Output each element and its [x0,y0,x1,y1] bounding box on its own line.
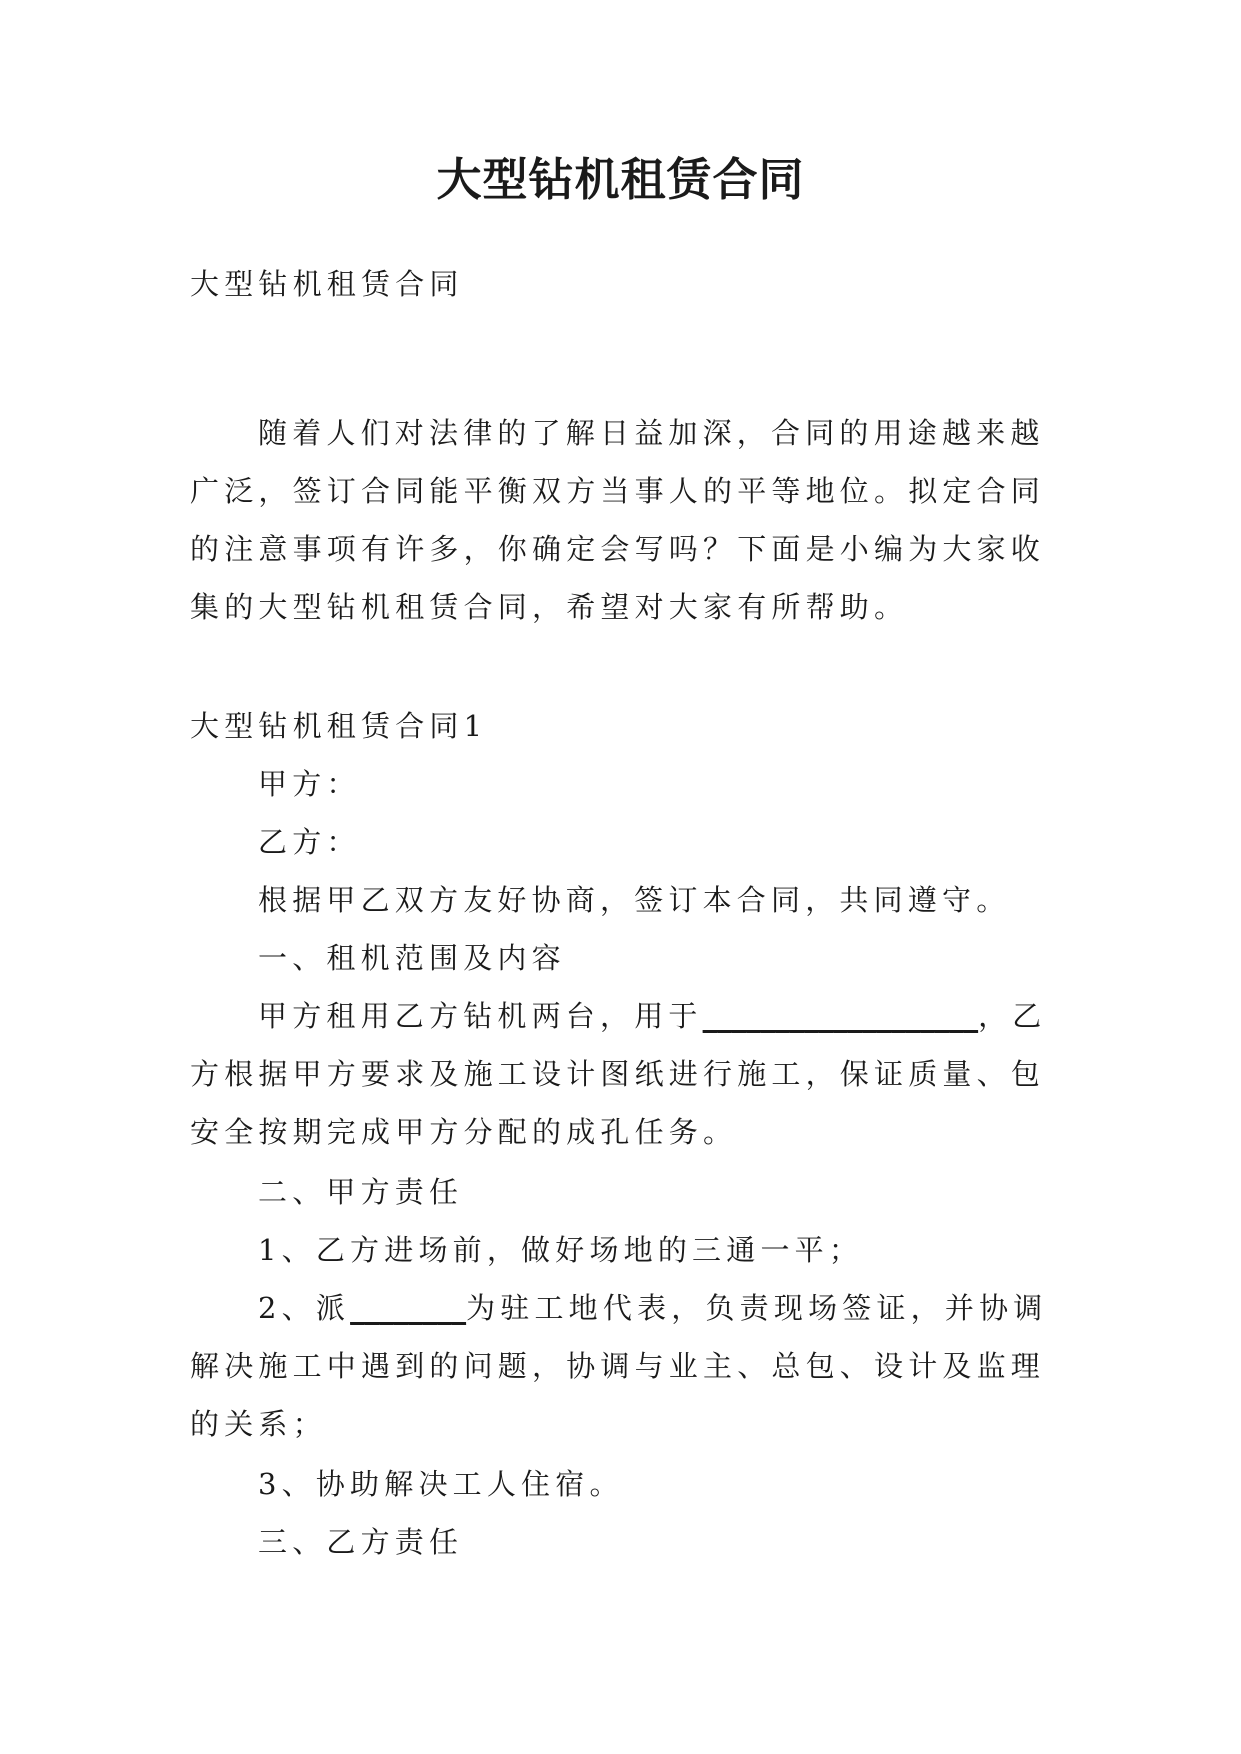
clause-1-blank-field: ___________________ [702,999,979,1033]
document-title: 大型钻机租赁合同 [436,153,805,206]
clause-2-item-2-text-start: 2、派 [258,1291,351,1325]
document-subtitle: 大型钻机租赁合同 [190,267,464,301]
clause-1-text-start: 甲方租用乙方钻机两台，用于 [258,999,703,1033]
clause-1-paragraph [190,987,1052,1161]
clause-2-item-2 [190,1279,1052,1453]
clause-2-item-3: 3、协助解决工人住宿。 [258,1467,624,1501]
clause-2-item-2-text-end: 为驻工地代表，负责现场签证，并协调解决施工中遇到的问题，协调与业主、总包、设计及监理的关系； [190,1291,1048,1441]
intro-paragraph: 随着人们对法律的了解日益加深，合同的用途越来越广泛，签订合同能平衡双方当事人的平等地位。拟定合同的注意事项有许多，你确定会写吗？下面是小编为大家收集的大型钻机租赁合同，希望对大家有所帮助。 [190,416,1046,624]
clause-1-heading: 一、租机范围及内容 [258,941,566,975]
clause-2-item-2-blank-field: ________ [350,1291,467,1325]
agreement-line: 根据甲乙双方友好协商，签订本合同，共同遵守。 [258,883,1011,917]
party-a-line: 甲方： [258,767,361,801]
clause-3-heading: 三、乙方责任 [258,1525,464,1559]
clause-1-text-end: ，乙方根据甲方要求及施工设计图纸进行施工，保证质量、包安全按期完成甲方分配的成孔任务。 [190,999,1047,1149]
party-b-line: 乙方： [258,825,361,859]
clause-2-heading: 二、甲方责任 [258,1175,464,1209]
section-heading: 大型钻机租赁合同1 [190,709,488,743]
clause-2-item-1: 1、乙方进场前，做好场地的三通一平； [258,1233,864,1267]
